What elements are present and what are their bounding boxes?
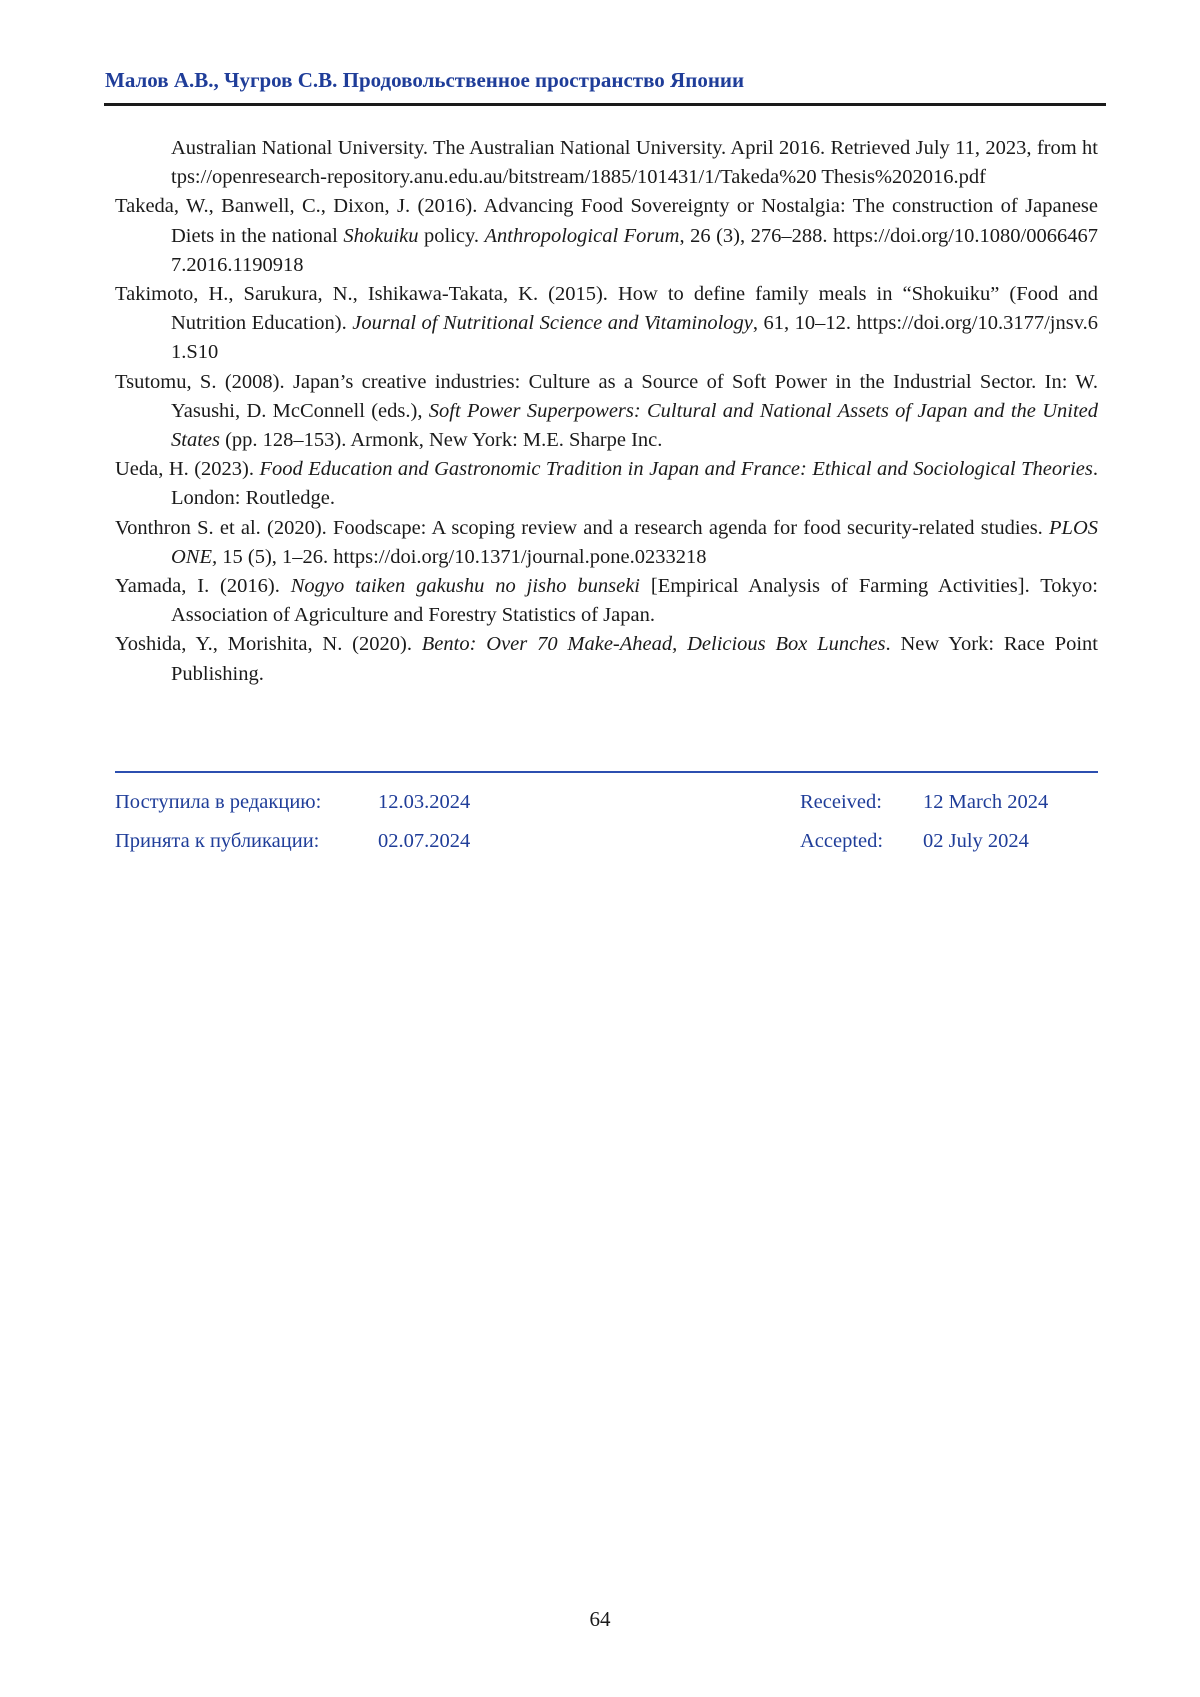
reference-text: Australian National University. The Australian National University. April 2016. Retrieved July 11, 2023, from https://openresearch-repository.anu.edu.au/bitstream/1885/101431/1/Takeda%20 Thesis%202016.pdf <box>171 137 1098 189</box>
reference-italic: Bento: Over 70 Make-Ahead, Delicious Box Lunches <box>421 633 886 656</box>
reference-text: Yamada, I. (2016). <box>115 575 291 598</box>
reference-text: Ueda, H. (2023). <box>115 458 260 481</box>
received-ru-label: Поступила в редакцию: <box>115 791 322 813</box>
submission-dates <box>115 791 1098 869</box>
reference-text: 15 (5), 1–26. https://doi.org/10.1371/journal.pone.0233218 <box>217 545 707 568</box>
reference-text: , 26 (3), 276–288. https://doi.org/10.1080/00664677.2016.1190918 <box>171 224 1098 276</box>
reference-italic: Anthropological Forum <box>484 224 680 247</box>
reference-italic: Journal of Nutritional Science and Vitaminology <box>352 312 753 335</box>
reference-item <box>115 280 1098 368</box>
reference-list <box>115 134 1098 689</box>
reference-italic: PLOS ONE, <box>171 516 1098 568</box>
reference-text: Vonthron S. et al. (2020). Foodscape: A scoping review and a research agenda for food security-related studies. <box>115 516 1050 539</box>
reference-text: Takeda, W., Banwell, C., Dixon, J. (2016). Advancing Food Sovereignty or Nostalgia: The construction of Japanese Diets in the national <box>115 195 1098 247</box>
reference-text: . New York: Race Point Publishing. <box>171 633 1098 685</box>
received-ru-value: 12.03.2024 <box>378 791 471 813</box>
reference-item <box>115 368 1098 456</box>
reference-italic: Shokuiku <box>343 224 419 247</box>
reference-text: . London: Routledge. <box>171 458 1099 510</box>
received-en-value: 12 March 2024 <box>923 791 1049 813</box>
reference-italic: Food Education and Gastronomic Tradition in Japan and France: Ethical and Sociological Theories <box>259 458 1093 481</box>
reference-item <box>115 630 1098 688</box>
footer-rule <box>115 771 1098 773</box>
accepted-ru-value: 02.07.2024 <box>378 830 471 852</box>
reference-text: Yoshida, Y., Morishita, N. (2020). <box>115 633 422 656</box>
reference-text: (pp. 128–153). Armonk, New York: M.E. Sharpe Inc. <box>219 429 663 452</box>
page-number: 64 <box>589 1607 611 1631</box>
accepted-en-label: Accepted: <box>800 830 884 852</box>
reference-item <box>115 514 1098 572</box>
reference-text: , 61, 10–12. https://doi.org/10.3177/jnsv.61.S10 <box>171 312 1099 364</box>
reference-item <box>115 572 1098 630</box>
accepted-row <box>115 830 1098 869</box>
received-en-label: Received: <box>800 791 882 813</box>
header-rule <box>104 103 1106 106</box>
reference-item <box>115 455 1098 513</box>
reference-item <box>115 134 1098 192</box>
reference-text: Tsutomu, S. (2008). Japan’s creative industries: Culture as a Source of Soft Power in the Industrial Sector. In: W. Yasushi, D. McConnell (eds.), <box>115 370 1098 422</box>
reference-italic: Soft Power Superpowers: Cultural and National Assets of Japan and the United States <box>171 399 1099 452</box>
reference-text: Takimoto, H., Sarukura, N., Ishikawa-Takata, K. (2015). How to define family meals in “Shokuiku” (Food and Nutrition Education). <box>115 283 1098 335</box>
accepted-en-value: 02 July 2024 <box>923 830 1029 852</box>
reference-italic: Nogyo taiken gakushu no jisho bunseki <box>290 575 640 598</box>
received-row <box>115 791 1098 830</box>
accepted-ru-label: Принята к публикации: <box>115 830 320 852</box>
reference-item <box>115 192 1098 280</box>
running-head: Малов А.В., Чугров С.В. Продовольственное пространство Японии <box>105 68 745 92</box>
reference-text: policy. <box>418 224 485 247</box>
reference-text: [Empirical Analysis of Farming Activities]. Tokyo: Association of Agriculture and Forestry Statistics of Japan. <box>171 575 1098 627</box>
